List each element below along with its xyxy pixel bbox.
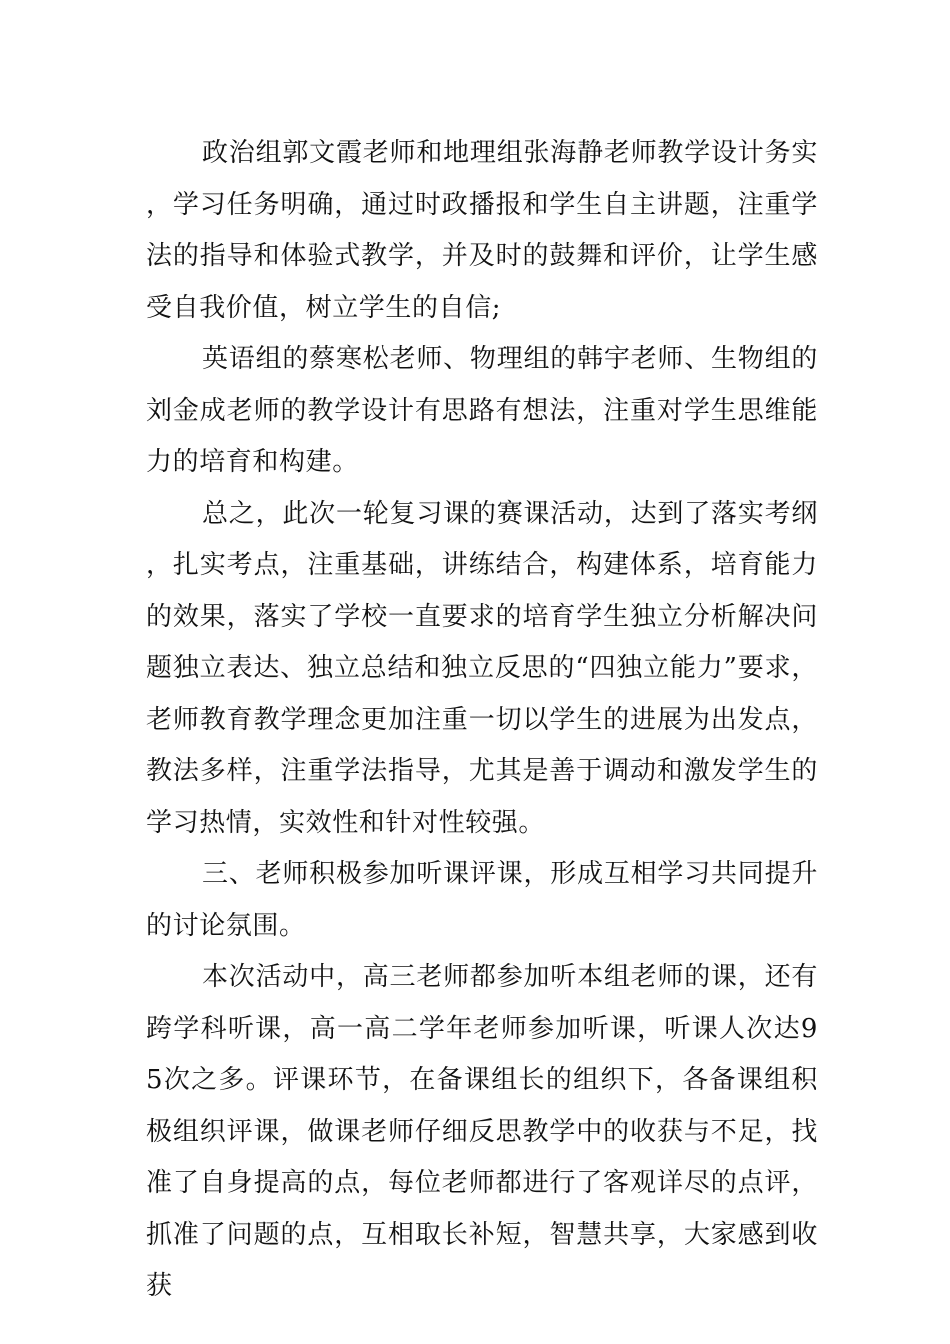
section-heading-lesson-observation: 三、老师积极参加听课评课，形成互相学习共同提升的讨论氛围。: [146, 859, 818, 941]
paragraph-summary: 总之，此次一轮复习课的赛课活动，达到了落实考纲，扎实考点，注重基础，讲练结合，构建体系，培育能力的效果，落实了学校一直要求的培育学生独立分析解决问题独立表达、独立总结和独立反思的“四独立能力”要求，老师教育教学理念更加注重一切以学生的进展为出发点，教法多样，注重学法指导，尤其是善于调动和激发学生的学习热情，实效性和针对性较强。: [146, 498, 818, 838]
paragraph-lesson-observation-activity: 本次活动中，高三老师都参加听本组老师的课，还有跨学科听课，高一高二学年老师参加听课，听课人次达95次之多。评课环节，在备课组长的组织下，各备课组积极组织评课，做课老师仔细反思教学中的收获与不足，找准了自身提高的点，每位老师都进行了客观详尽的点评，抓准了问题的点，互相取长补短，智慧共享，大家感到收获: [146, 962, 818, 1301]
document-body: [146, 128, 818, 1313]
paragraph-teaching-design-english-physics-biology: 英语组的蔡寒松老师、物理组的韩宇老师、生物组的刘金成老师的教学设计有思路有想法，注重对学生思维能力的培育和构建。: [146, 344, 818, 477]
paragraph-teaching-design-politics-geography: 政治组郭文霞老师和地理组张海静老师教学设计务实，学习任务明确，通过时政播报和学生自主讲题，注重学法的指导和体验式教学，并及时的鼓舞和评价，让学生感受自我价值，树立学生的自信;: [146, 138, 818, 323]
